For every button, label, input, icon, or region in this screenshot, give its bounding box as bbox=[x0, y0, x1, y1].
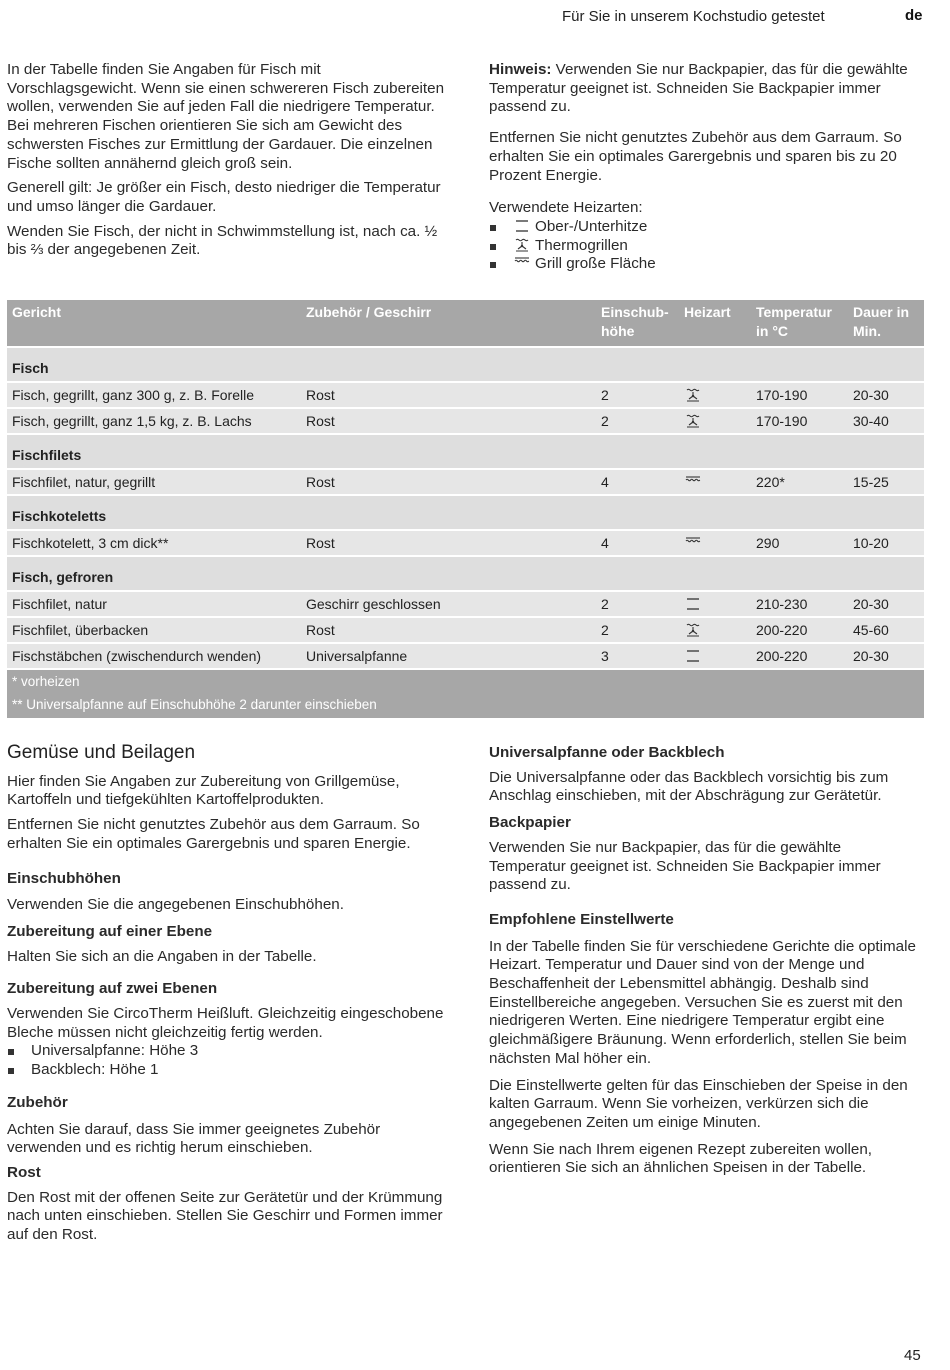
cell-accessory: Geschirr geschlossen bbox=[306, 596, 441, 612]
intro-right-column bbox=[489, 61, 919, 274]
paragraph: Halten Sie sich an die Angaben in der Tabelle. bbox=[7, 947, 317, 965]
table-section-header bbox=[7, 494, 924, 529]
subheading: Zubehör bbox=[7, 1093, 68, 1111]
paragraph: In der Tabelle finden Sie für verschiedene Gerichte die optimale Heizart. Temperatur und Dauer sind von der Menge und Beschaffenheit der Lebensmittel abhängig. Deshalb sind Einstellbereiche angegeben. Versuchen Sie es zuerst mit den niedrigeren Werten. Eine niedrigere Temperatur ergibt eine gleichmäßigere Bräunung. Wenn erforderlich, stellen Sie beim nächsten Mal höher ein. bbox=[489, 937, 916, 1067]
intro-left-column bbox=[7, 61, 447, 266]
table-header bbox=[7, 300, 924, 346]
cell-temperature: 200-220 bbox=[756, 622, 808, 638]
grill-large-icon bbox=[684, 536, 702, 550]
table-footnotes bbox=[7, 668, 924, 718]
cell-temperature: 170-190 bbox=[756, 413, 808, 429]
footnote: * vorheizen bbox=[12, 674, 80, 689]
cell-accessory: Universalpfanne bbox=[306, 648, 408, 664]
cell-duration: 15-25 bbox=[853, 474, 889, 490]
table-section-header bbox=[7, 555, 924, 590]
heating-mode-item: Thermogrillen bbox=[489, 237, 919, 256]
energy-paragraph: Entfernen Sie nicht genutztes Zubehör aus dem Garraum. So erhalten Sie ein optimales Garergebnis und sparen bis zu 20 Prozent Energie. bbox=[489, 129, 902, 184]
intro-paragraph: In der Tabelle finden Sie Angaben für Fisch mit Vorschlagsgewicht. Wenn sie einen schwereren Fisch zubereiten wollen, verwenden Sie auf jeden Fall die niedrigere Temperatur. Bei mehreren Fischen orientieren Sie sich am Gewicht des schwersten Fisches zur Ermittlung der Gardauer. Die einzelnen Fische sollten annähernd gleich groß sein. bbox=[7, 61, 445, 172]
table-row bbox=[7, 407, 924, 433]
cell-accessory: Rost bbox=[306, 535, 335, 551]
paragraph: Hier finden Sie Angaben zur Zubereitung von Grillgemüse, Kartoffeln und tiefgekühlten Kartoffelprodukten. bbox=[7, 772, 400, 809]
cell-accessory: Rost bbox=[306, 387, 335, 403]
col-header-temp: Temperatur in °C bbox=[756, 304, 832, 339]
page-number: 45 bbox=[904, 1347, 921, 1364]
thermogrill-icon bbox=[513, 238, 531, 252]
top-bottom-heat-icon bbox=[684, 597, 702, 611]
cell-accessory: Rost bbox=[306, 474, 335, 490]
cell-dish: Fischfilet, überbacken bbox=[12, 622, 149, 638]
bottom-right-column bbox=[489, 744, 919, 1184]
fish-settings-table bbox=[7, 300, 924, 718]
section-label: Fischfilets bbox=[12, 447, 82, 463]
cell-accessory: Rost bbox=[306, 622, 335, 638]
subheading: Zubereitung auf zwei Ebenen bbox=[7, 980, 218, 998]
heating-modes-list bbox=[489, 218, 919, 274]
table-section-header bbox=[7, 346, 924, 381]
table-row bbox=[7, 381, 924, 407]
section-label: Fischkoteletts bbox=[12, 508, 107, 524]
col-header-level: Einschub- höhe bbox=[601, 304, 669, 339]
grill-large-icon bbox=[513, 256, 531, 270]
top-bottom-heat-icon bbox=[513, 219, 531, 233]
cell-accessory: Rost bbox=[306, 413, 335, 429]
cell-level: 3 bbox=[601, 648, 609, 664]
hint-paragraph bbox=[489, 61, 919, 117]
paragraph: Verwenden Sie CircoTherm Heißluft. Gleichzeitig eingeschobene Bleche müssen nicht gleichzeitig fertig werden. bbox=[7, 1005, 444, 1041]
table-row bbox=[7, 642, 924, 668]
hint-label: Hinweis: bbox=[489, 61, 552, 78]
paragraph: Verwenden Sie nur Backpapier, das für die gewählte Temperatur geeignet ist. Schneiden Sie Backpapier immer passend zu. bbox=[489, 838, 881, 894]
intro-paragraph: Wenden Sie Fisch, der nicht in Schwimmstellung ist, nach ca. ½ bis ⅔ der angegebenen Zeit. bbox=[7, 222, 438, 259]
col-header-accessory: Zubehör / Geschirr bbox=[306, 304, 432, 320]
col-header-mode: Heizart bbox=[684, 304, 731, 320]
cell-dish: Fisch, gegrillt, ganz 300 g, z. B. Forelle bbox=[12, 387, 254, 403]
cell-level: 2 bbox=[601, 413, 609, 429]
cell-duration: 20-30 bbox=[853, 596, 889, 612]
subheading: Universalpfanne oder Backblech bbox=[489, 744, 725, 761]
table-section-header bbox=[7, 433, 924, 468]
top-bottom-heat-icon bbox=[684, 649, 702, 663]
cell-temperature: 200-220 bbox=[756, 648, 808, 664]
table-row bbox=[7, 616, 924, 642]
cell-level: 4 bbox=[601, 474, 609, 490]
intro-paragraph: Generell gilt: Je größer ein Fisch, desto niedriger die Temperatur und umso länger die Gardauer. bbox=[7, 179, 441, 215]
section-label: Fisch, gefroren bbox=[12, 569, 114, 585]
paragraph: Wenn Sie nach Ihrem eigenen Rezept zubereiten wollen, orientieren Sie sich an ähnlichen Speisen in der Tabelle. bbox=[489, 1140, 873, 1177]
cell-duration: 10-20 bbox=[853, 535, 889, 551]
cell-duration: 45-60 bbox=[853, 622, 889, 638]
table-row bbox=[7, 590, 924, 616]
hint-text: Verwenden Sie nur Backpapier, das für die gewählte Temperatur geeignet ist. Schneiden Sie Backpapier immer passend zu. bbox=[489, 61, 908, 116]
grill-large-icon bbox=[684, 475, 702, 489]
cell-temperature: 290 bbox=[756, 535, 780, 551]
paragraph: Entfernen Sie nicht genutztes Zubehör aus dem Garraum. So erhalten Sie ein optimales Garergebnis und sparen Energie. bbox=[7, 816, 420, 852]
paragraph: Verwenden Sie die angegebenen Einschubhöhen. bbox=[7, 896, 344, 914]
col-header-dish: Gericht bbox=[12, 304, 62, 320]
cell-temperature: 220* bbox=[756, 474, 785, 490]
bottom-left-column bbox=[7, 744, 447, 1251]
list-item: Universalpfanne: Höhe 3 bbox=[7, 1042, 447, 1061]
subheading: Zubereitung auf einer Ebene bbox=[7, 922, 213, 940]
cell-level: 2 bbox=[601, 596, 609, 612]
level-list bbox=[7, 1042, 447, 1079]
cell-temperature: 170-190 bbox=[756, 387, 808, 403]
cell-duration: 20-30 bbox=[853, 648, 889, 664]
cell-temperature: 210-230 bbox=[756, 596, 808, 612]
heating-mode-item: Grill große Fläche bbox=[489, 255, 919, 274]
table-body bbox=[7, 346, 924, 668]
cell-duration: 20-30 bbox=[853, 387, 889, 403]
footnote: ** Universalpfanne auf Einschubhöhe 2 darunter einschieben bbox=[12, 697, 377, 712]
heating-mode-item: Ober-/Unterhitze bbox=[489, 218, 919, 237]
cell-level: 2 bbox=[601, 387, 609, 403]
cell-dish: Fisch, gegrillt, ganz 1,5 kg, z. B. Lachs bbox=[12, 413, 252, 429]
language-code: de bbox=[905, 7, 923, 24]
subheading: Rost bbox=[7, 1163, 41, 1181]
thermogrill-icon bbox=[684, 414, 702, 428]
cell-dish: Fischstäbchen (zwischendurch wenden) bbox=[12, 648, 262, 664]
subheading: Backpapier bbox=[489, 814, 571, 832]
cell-level: 2 bbox=[601, 622, 609, 638]
list-item: Backblech: Höhe 1 bbox=[7, 1061, 447, 1080]
cell-duration: 30-40 bbox=[853, 413, 889, 429]
paragraph: Die Universalpfanne oder das Backblech vorsichtig bis zum Anschlag einschieben, mit der Abschrägung zur Gerätetür. bbox=[489, 768, 889, 805]
cell-dish: Fischfilet, natur, gegrillt bbox=[12, 474, 156, 490]
table-row bbox=[7, 529, 924, 555]
section-title: Gemüse und Beilagen bbox=[7, 742, 196, 763]
col-header-duration: Dauer in Min. bbox=[853, 304, 910, 339]
cell-dish: Fischkotelett, 3 cm dick** bbox=[12, 535, 169, 551]
thermogrill-icon bbox=[684, 623, 702, 637]
cell-level: 4 bbox=[601, 535, 609, 551]
paragraph: Die Einstellwerte gelten für das Einschieben der Speise in den kalten Garraum. Wenn Sie vorheizen, verkürzen sich die angegebenen Zeiten um einige Minuten. bbox=[489, 1076, 908, 1131]
subheading: Empfohlene Einstellwerte bbox=[489, 910, 674, 928]
subheading: Einschubhöhen bbox=[7, 869, 121, 887]
cell-dish: Fischfilet, natur bbox=[12, 596, 107, 612]
heating-modes-title: Verwendete Heizarten: bbox=[489, 199, 643, 217]
table-row bbox=[7, 468, 924, 494]
page-header-title: Für Sie in unserem Kochstudio getestet bbox=[562, 8, 825, 25]
paragraph: Den Rost mit der offenen Seite zur Gerätetür und der Krümmung nach unten einschieben. Stellen Sie Geschirr und Formen immer auf den Rost. bbox=[7, 1188, 443, 1244]
section-label: Fisch bbox=[12, 360, 49, 376]
paragraph: Achten Sie darauf, dass Sie immer geeignetes Zubehör verwenden und es richtig herum einschieben. bbox=[7, 1120, 381, 1157]
thermogrill-icon bbox=[684, 388, 702, 402]
